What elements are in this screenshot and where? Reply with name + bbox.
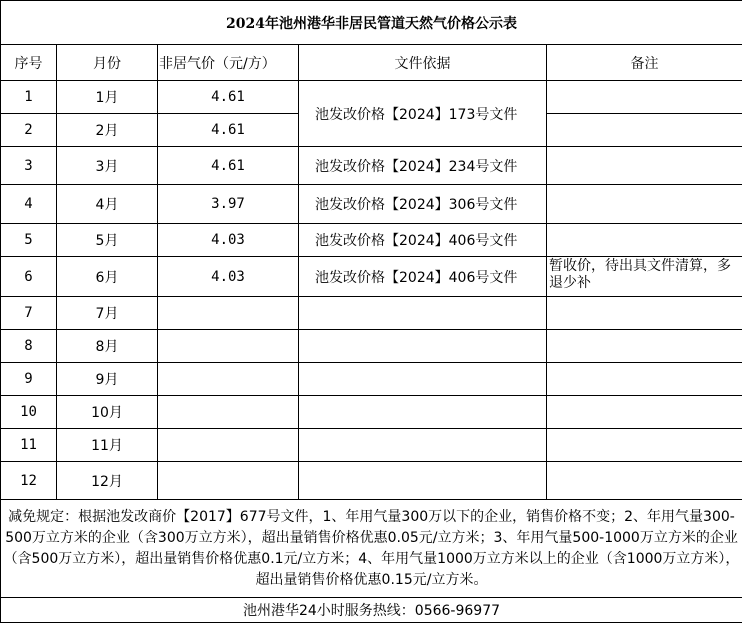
cell-remark — [547, 363, 742, 396]
cell-remark — [547, 297, 742, 330]
table-row — [1, 429, 742, 462]
cell-month: 4月 — [57, 185, 158, 224]
cell-doc — [299, 396, 547, 429]
cell-remark: 暂收价，待出具文件清算，多退少补 — [547, 257, 742, 297]
cell-price — [158, 462, 299, 500]
cell-doc: 池发改价格【2024】406号文件 — [299, 257, 547, 297]
cell-price — [158, 330, 299, 363]
cell-month: 1月 — [57, 81, 158, 114]
table-row — [1, 185, 742, 224]
cell-seq: 6 — [1, 257, 57, 297]
table-row — [1, 257, 742, 297]
table-row — [1, 462, 742, 500]
cell-seq: 7 — [1, 297, 57, 330]
table-row — [1, 81, 742, 114]
cell-seq: 10 — [1, 396, 57, 429]
table-row — [1, 147, 742, 185]
cell-remark — [547, 429, 742, 462]
notes-row — [1, 500, 742, 598]
cell-doc: 池发改价格【2024】306号文件 — [299, 185, 547, 224]
cell-remark — [547, 396, 742, 429]
cell-doc — [299, 429, 547, 462]
cell-month: 7月 — [57, 297, 158, 330]
header-price: 非居气价（元/方） — [158, 45, 299, 81]
cell-price: 4.61 — [158, 147, 299, 185]
cell-month: 11月 — [57, 429, 158, 462]
cell-month: 12月 — [57, 462, 158, 500]
cell-month: 5月 — [57, 224, 158, 257]
cell-month: 3月 — [57, 147, 158, 185]
cell-price — [158, 396, 299, 429]
cell-seq: 3 — [1, 147, 57, 185]
cell-price: 3.97 — [158, 185, 299, 224]
cell-month: 6月 — [57, 257, 158, 297]
cell-seq: 12 — [1, 462, 57, 500]
cell-seq: 8 — [1, 330, 57, 363]
cell-price — [158, 297, 299, 330]
cell-price: 4.03 — [158, 224, 299, 257]
cell-remark — [547, 147, 742, 185]
cell-seq: 9 — [1, 363, 57, 396]
cell-price — [158, 429, 299, 462]
cell-doc: 池发改价格【2024】234号文件 — [299, 147, 547, 185]
header-row — [1, 45, 742, 81]
cell-remark — [547, 462, 742, 500]
table-row — [1, 396, 742, 429]
cell-doc — [299, 297, 547, 330]
cell-month: 2月 — [57, 114, 158, 147]
table-title: 2024年池州港华非居民管道天然气价格公示表 — [1, 1, 742, 45]
cell-remark — [547, 81, 742, 114]
header-month: 月份 — [57, 45, 158, 81]
cell-price: 4.61 — [158, 114, 299, 147]
table-row — [1, 330, 742, 363]
cell-doc — [299, 330, 547, 363]
cell-doc — [299, 462, 547, 500]
cell-remark — [547, 224, 742, 257]
cell-seq: 5 — [1, 224, 57, 257]
cell-doc — [299, 363, 547, 396]
cell-doc: 池发改价格【2024】406号文件 — [299, 224, 547, 257]
discount-rules-note: 减免规定：根据池发改商价【2017】677号文件，1、年用气量300万以下的企业，销售价格不变；2、年用气量300-500万立方米的企业（含300万立方米），超出量销售价格优惠0.05元/立方米；3、年用气量500-1000万立方米的企业（含500万立方米），超出量销售价格优惠0.1元/立方米；4、年用气量1000万立方米以上的企业（含1000万立方米），超出量销售价格优惠0.15元/立方米。 — [1, 500, 742, 598]
cell-remark — [547, 114, 742, 147]
cell-price: 4.03 — [158, 257, 299, 297]
cell-seq: 2 — [1, 114, 57, 147]
header-seq: 序号 — [1, 45, 57, 81]
service-hotline: 池州港华24小时服务热线：0566-96977 — [1, 598, 742, 623]
header-remark: 备注 — [547, 45, 742, 81]
cell-seq: 1 — [1, 81, 57, 114]
title-row — [1, 1, 742, 45]
cell-doc: 池发改价格【2024】173号文件 — [299, 81, 547, 147]
cell-price — [158, 363, 299, 396]
table-row — [1, 224, 742, 257]
cell-month: 9月 — [57, 363, 158, 396]
cell-seq: 4 — [1, 185, 57, 224]
cell-price: 4.61 — [158, 81, 299, 114]
table-row — [1, 363, 742, 396]
table-row — [1, 297, 742, 330]
hotline-row — [1, 598, 742, 623]
cell-remark — [547, 330, 742, 363]
cell-seq: 11 — [1, 429, 57, 462]
cell-remark — [547, 185, 742, 224]
cell-month: 10月 — [57, 396, 158, 429]
cell-month: 8月 — [57, 330, 158, 363]
header-doc: 文件依据 — [299, 45, 547, 81]
